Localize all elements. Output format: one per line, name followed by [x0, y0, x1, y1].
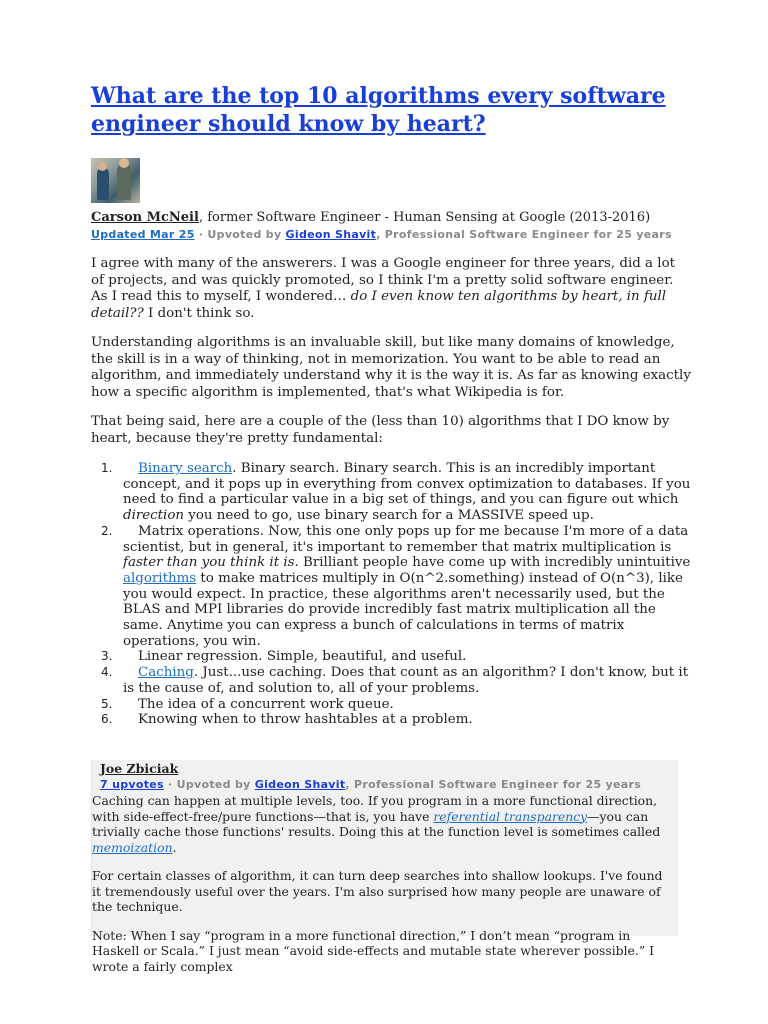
list-number: 1. [101, 461, 113, 475]
comment-upvotes-link[interactable]: 7 upvotes [100, 778, 164, 791]
answer-meta [91, 227, 691, 243]
question-title[interactable]: What are the top 10 algorithms every software engineer should know by heart? [91, 83, 666, 137]
binary-search-link[interactable]: Binary search [138, 461, 233, 476]
meta-separator: · Upvoted by [194, 228, 286, 241]
algorithms-link[interactable]: algorithms [123, 570, 197, 586]
paragraph-understanding: Understanding algorithms is an invaluable skill, but like many domains of knowledge, the skill is in a way of thinking, not in memorization. You want to be able to read an algorithm, and immediately understand why it is the way it is. As far as knowing exactly how a specific algorithm is implemented, that's what Wikipedia is for. [91, 335, 691, 400]
paragraph-list-intro: That being said, here are a couple of the (less than 10) algorithms that I DO know by heart, because they're pretty fundamental: [91, 414, 670, 446]
list-number: 4. [101, 665, 113, 680]
list-item: 1. Binary search. Binary search. Binary search. This is an incredibly important concept, and it pops up in everything from convex optimization to databases. If you need to find a particular value in a big set of things, and you can figure out which direction you need to go, use binary search for a MASSIVE speed up. [101, 461, 691, 524]
comment-upvoter-link[interactable]: Gideon Shavit [254, 778, 346, 791]
list-item: 2. Matrix operations. Now, this one only pops up for me because I'm more of a data scientist, but in general, it's important to remember that matrix multiplication is faster than you think it is. Brilliant people have come up with incredibly unintuitive algorithms to make matrices multiply in O(n^2.something) instead of O(n^3), like you would expect. In practice, these algorithms aren't necessarily used, but the BLAS and MPI libraries do provide incredibly fast matrix multiplication all the same. Anytime you can express a bunch of calculations in terms of matrix operations, you win. [101, 523, 691, 649]
author-avatar[interactable] [91, 158, 140, 203]
upvoter-link[interactable]: Gideon Shavit [285, 228, 377, 241]
comment-box [91, 760, 678, 974]
memoization-link[interactable]: memoization [92, 839, 173, 855]
answer-container [91, 82, 691, 728]
list-item: 4. Caching. Just...use caching. Does that count as an algorithm? I don't know, but it is the cause of, and solution to, all of your problems. [101, 665, 689, 696]
comment-author-link[interactable]: Joe Zbiciak [100, 761, 179, 776]
comment-paragraph: Note: When I say “program in a more functional direction,” I don’t mean “program in Haskell or Scala.” I just mean “avoid side-effects and mutable state wherever possible.” I wrote a fairly complex [92, 927, 654, 974]
paragraph-intro: I agree with many of the answerers. I was a Google engineer for three years, did a lot of projects, and was quickly promoted, so I think I'm a pretty solid software engineer. As I read this to myself, I wondered… do I even know ten algorithms by heart, in full detail?? I don't think so. [91, 256, 676, 321]
list-item: 3. Linear regression. Simple, beautiful, and useful. [101, 649, 467, 665]
author-line [91, 209, 691, 227]
updated-date-link[interactable]: Updated Mar 25 [91, 228, 195, 241]
list-item: 6. Knowing when to throw hashtables at a problem. [101, 712, 473, 728]
algorithm-list [91, 461, 691, 728]
upvoter-description: , Professional Software Engineer for 25 years [376, 228, 672, 241]
list-number: 3. [101, 649, 113, 664]
list-number: 2. [101, 523, 113, 538]
comment-paragraph: Caching can happen at multiple levels, too. If you program in a more functional direction, with side-effect-free/pure functions—that is, you have referential transparency—you can trivially cache those functions' results. Doing this at the function level is sometimes called memoization. [92, 793, 661, 855]
author-name-link[interactable]: Carson McNeil [91, 210, 199, 225]
list-item: 5. The idea of a concurrent work queue. [101, 696, 394, 712]
list-number: 6. [101, 712, 113, 727]
author-credential: , former Software Engineer - Human Sensing at Google (2013-2016) [198, 210, 651, 225]
list-number: 5. [101, 696, 113, 711]
comment-meta: 7 upvotes · Upvoted by Gideon Shavit, Professional Software Engineer for 25 years [100, 778, 642, 791]
referential-transparency-link[interactable]: referential transparency [433, 808, 588, 824]
caching-link[interactable]: Caching [138, 665, 194, 681]
comment-paragraph: For certain classes of algorithm, it can turn deep searches into shallow lookups. I've found it tremendously useful over the years. I'm also surprised how many people are unaware of the technique. [92, 868, 663, 914]
